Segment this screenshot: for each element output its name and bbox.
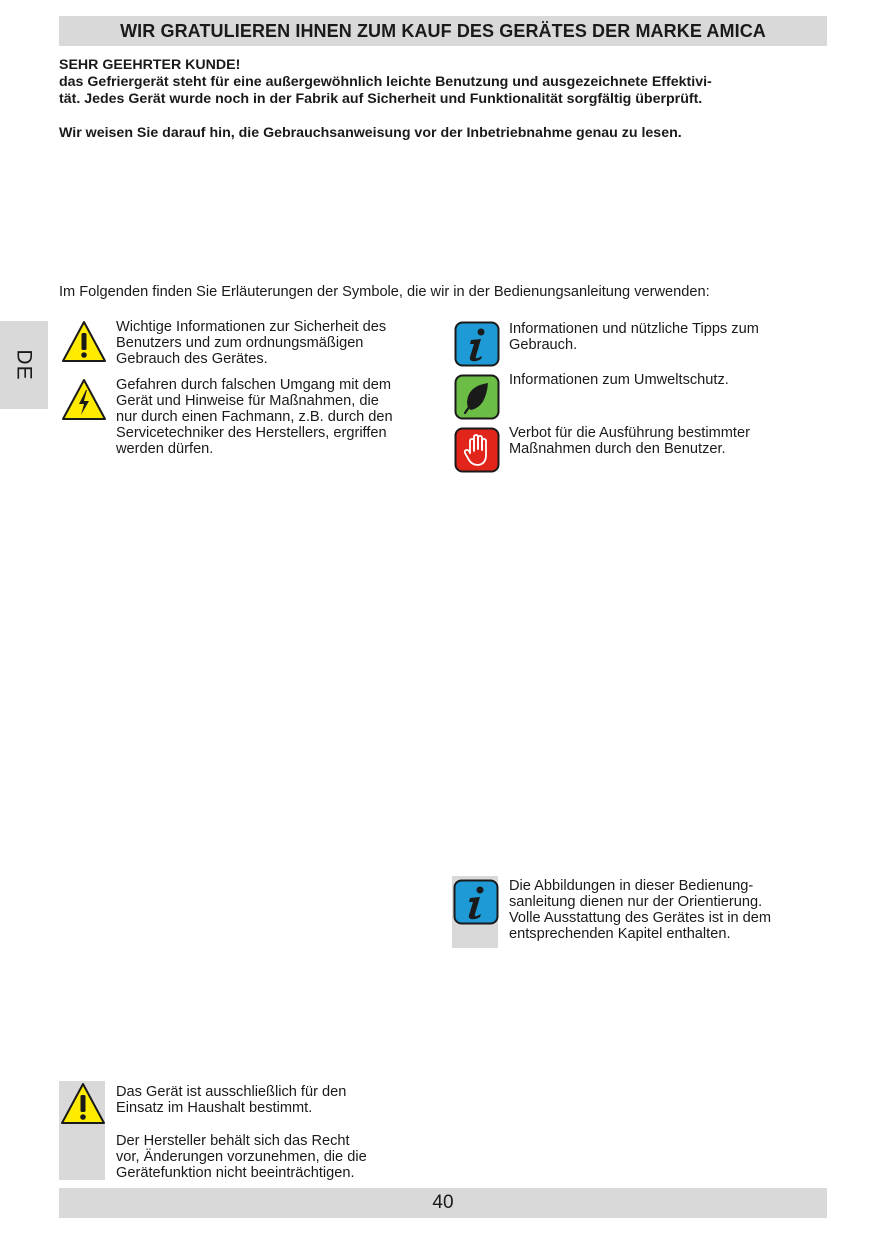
info-description — [509, 321, 829, 353]
electrical-hazard-icon — [61, 377, 107, 423]
text-line: nur durch einen Fachmann, z.B. durch den — [116, 409, 393, 425]
warning-icon — [60, 1081, 106, 1127]
text-line: Benutzers und zum ordnungsmäßigen — [116, 335, 364, 351]
leaf-icon — [454, 374, 500, 420]
language-label: DE — [13, 349, 36, 381]
text-line: Verbot für die Ausführung bestimmter — [509, 425, 750, 441]
figures-note — [509, 878, 829, 942]
page-number: 40 — [432, 1192, 454, 1213]
text-line: Gebrauch. — [509, 337, 578, 353]
intro-line-2: tät. Jedes Gerät wurde noch in der Fabrik auf Sicherheit und Funktionalität sorgfältig überprüft. — [59, 91, 703, 107]
intro-line-1: das Gefriergerät steht für eine außergewöhnlich leichte Benutzung und ausgezeichnete Effektivi- — [59, 74, 712, 90]
warning-description — [116, 319, 446, 367]
text-line: Informationen zum Umweltschutz. — [509, 372, 729, 388]
text-line: Gebrauch des Gerätes. — [116, 351, 268, 367]
info-icon — [453, 879, 499, 925]
symbols-intro: Im Folgenden finden Sie Erläuterungen der Symbole, die wir in der Bedienungsanleitung verwenden: — [59, 284, 710, 300]
intro-section — [59, 57, 829, 142]
info-icon — [454, 321, 500, 367]
text-line: Maßnahmen durch den Benutzer. — [509, 441, 726, 457]
stop-hand-icon — [454, 427, 500, 473]
text-line: Die Abbildungen in dieser Bedienung- — [509, 878, 754, 894]
language-tab — [0, 321, 48, 409]
text-line: entsprechenden Kapitel enthalten. — [509, 926, 731, 942]
text-line: sanleitung dienen nur der Orientierung. — [509, 894, 763, 910]
text-line: werden dürfen. — [116, 441, 214, 457]
text-line: Der Hersteller behält sich das Recht — [116, 1133, 350, 1149]
text-line: Gerätefunktion nicht beeinträchtigen. — [116, 1165, 355, 1181]
warning-icon — [61, 319, 107, 365]
environment-description — [509, 372, 829, 388]
text-line: Servicetechniker des Herstellers, ergriffen — [116, 425, 387, 441]
page-title: WIR GRATULIEREN IHNEN ZUM KAUF DES GERÄTES DER MARKE AMICA — [120, 20, 766, 41]
household-note — [116, 1084, 436, 1181]
text-line: vor, Änderungen vorzunehmen, die die — [116, 1149, 367, 1165]
page-footer — [59, 1188, 827, 1218]
text-line: Das Gerät ist ausschließlich für den — [116, 1084, 347, 1100]
prohibition-description — [509, 425, 829, 457]
greeting: SEHR GEEHRTER KUNDE! — [59, 57, 241, 73]
electrical-hazard-description — [116, 377, 446, 457]
text-line: Informationen und nützliche Tipps zum — [509, 321, 759, 337]
text-line: Gefahren durch falschen Umgang mit dem — [116, 377, 391, 393]
title-bar — [59, 16, 827, 46]
text-line: Gerät und Hinweise für Maßnahmen, die — [116, 393, 379, 409]
text-line: Volle Ausstattung des Gerätes ist in dem — [509, 910, 772, 926]
text-line: Wichtige Informationen zur Sicherheit des — [116, 319, 387, 335]
text-line: Einsatz im Haushalt bestimmt. — [116, 1100, 313, 1116]
instruction: Wir weisen Sie darauf hin, die Gebrauchsanweisung vor der Inbetriebnahme genau zu lesen. — [59, 125, 682, 141]
